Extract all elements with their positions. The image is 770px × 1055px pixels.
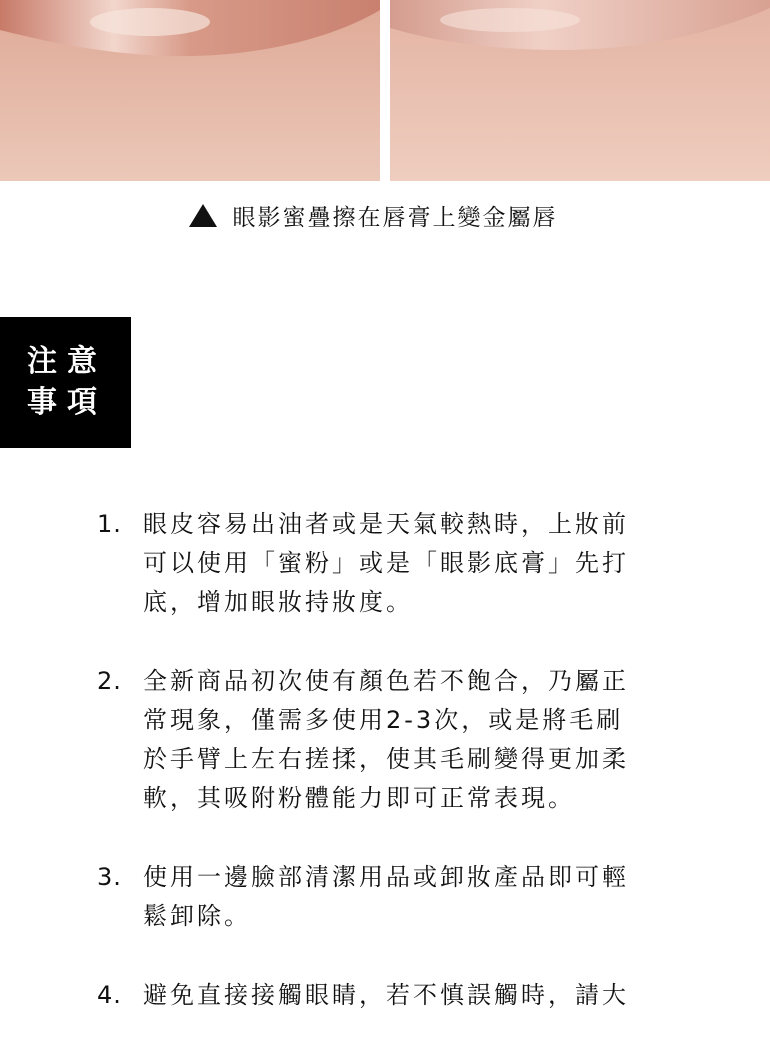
note-number: 4. — [97, 981, 122, 1009]
photo-caption — [0, 201, 746, 235]
note-text: 使用一邊臉部清潔用品或卸妝產品即可輕鬆卸除。 — [143, 863, 629, 930]
notice-badge — [0, 317, 131, 448]
list-item — [97, 505, 657, 622]
lip-photo-right — [390, 0, 770, 181]
note-number: 1. — [97, 510, 122, 538]
notice-title-line1: 注意 — [27, 344, 107, 379]
note-number: 2. — [97, 667, 122, 695]
note-text: 全新商品初次使有顏色若不飽合，乃屬正常現象，僅需多使用2-3次，或是將毛刷於手臂上左右搓揉，使其毛刷變得更加柔軟，其吸附粉體能力即可正常表現。 — [143, 667, 629, 812]
list-item — [97, 976, 657, 1015]
caption-text: 眼影蜜疊擦在唇膏上變金屬唇 — [232, 205, 558, 231]
note-number: 3. — [97, 863, 122, 891]
note-text: 眼皮容易出油者或是天氣較熱時，上妝前可以使用「蜜粉」或是「眼影底膏」先打底，增加眼妝持妝度。 — [143, 510, 629, 616]
notice-title-line2: 事項 — [27, 385, 107, 420]
triangle-up-icon — [189, 204, 217, 227]
lip-photo-left — [0, 0, 380, 181]
list-item — [97, 662, 657, 818]
list-item — [97, 858, 657, 936]
lip-photos — [0, 0, 770, 181]
notes-list — [97, 505, 657, 1055]
note-text: 避免直接接觸眼睛，若不慎誤觸時，請大 — [143, 981, 629, 1009]
